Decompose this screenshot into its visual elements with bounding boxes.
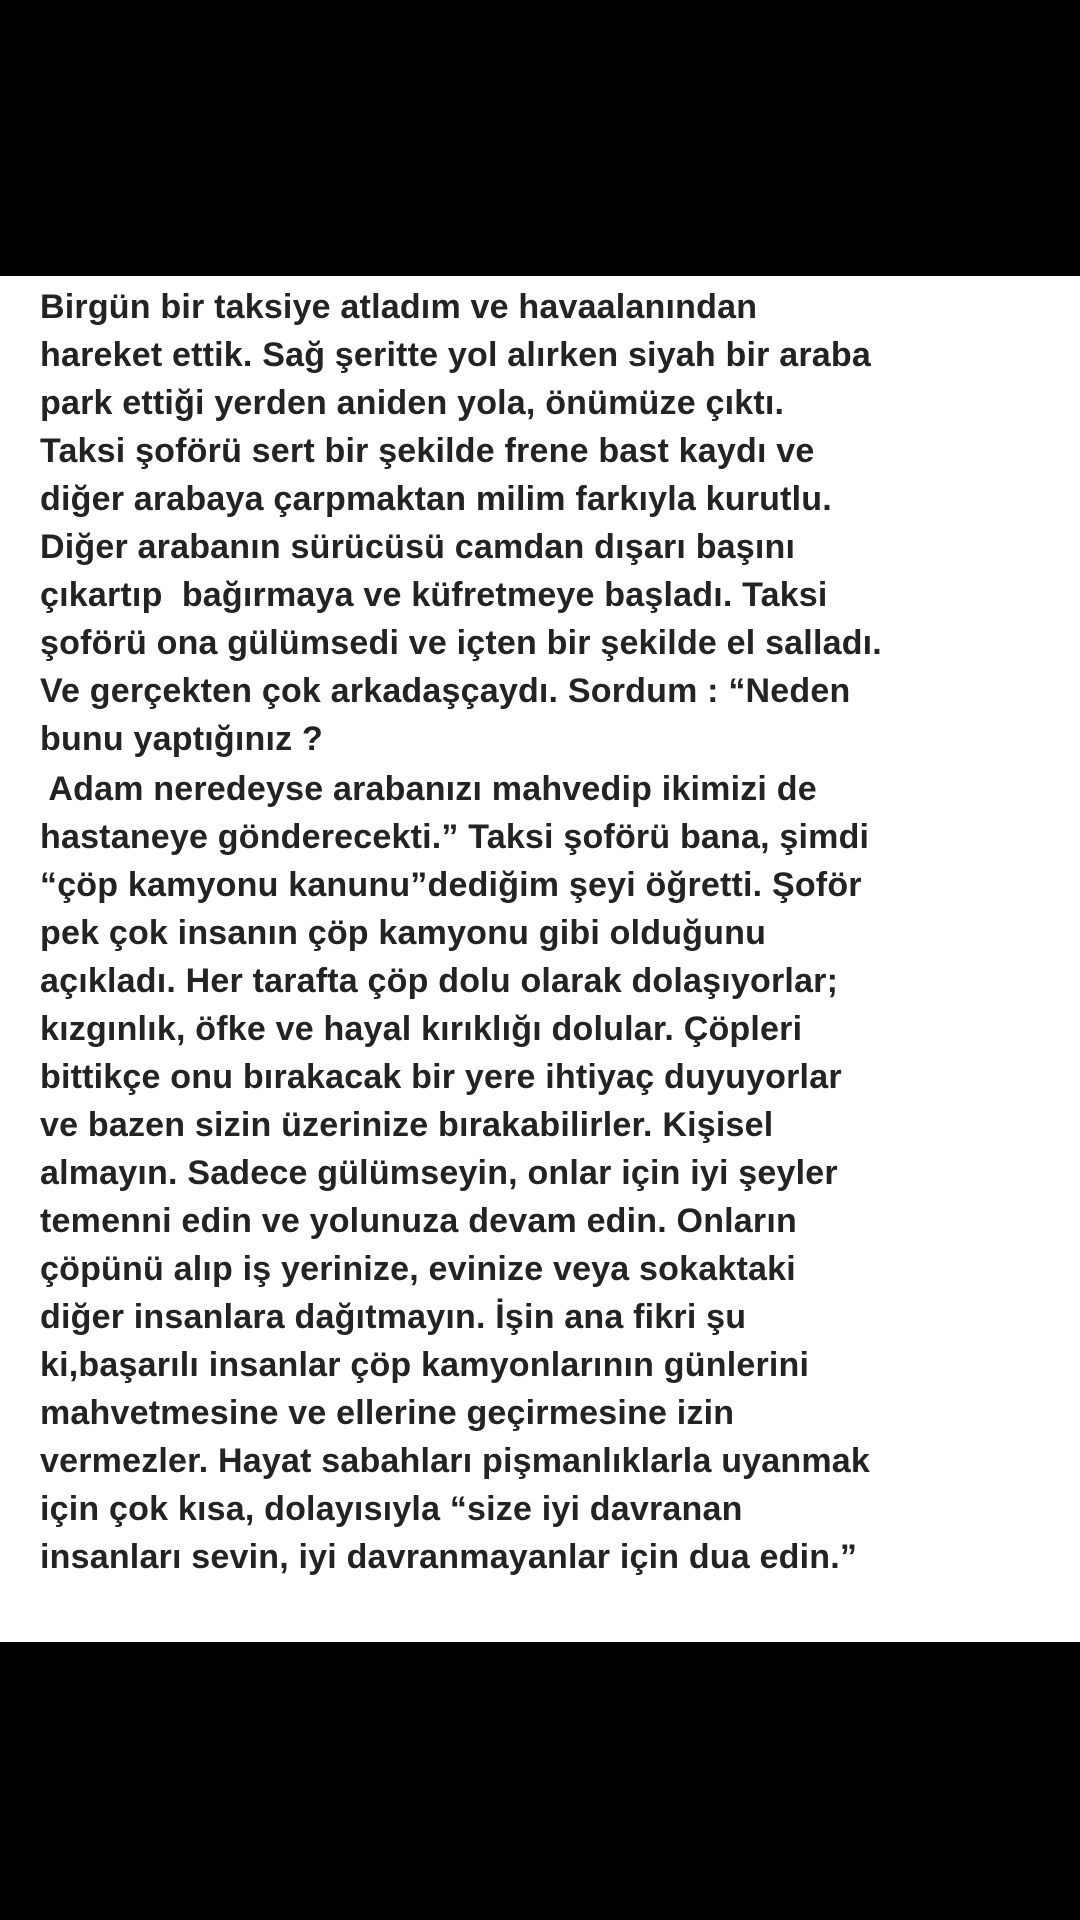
text-line-17: bittikçe onu bırakacak bir yere ihtiyaç duyuyorlar	[40, 1058, 842, 1096]
text-line-8: şoförü ona gülümsedi ve içten bir şekilde el salladı.	[40, 624, 882, 662]
text-line-18: ve bazen sizin üzerinize bırakabilirler. Kişisel	[40, 1106, 774, 1144]
text-line-27: insanları sevin, iyi davranmayanlar için dua edin.”	[40, 1538, 858, 1576]
text-line-4: Taksi şoförü sert bir şekilde frene bast kaydı ve	[40, 432, 815, 470]
text-line-26: için çok kısa, dolayısıyla “size iyi davranan	[40, 1490, 743, 1528]
text-line-13: “çöp kamyonu kanunu”dediğim şeyi öğretti. Şoför	[40, 866, 862, 904]
text-line-1: Birgün bir taksiye atladım ve havaalanından	[40, 288, 758, 326]
text-line-6: Diğer arabanın sürücüsü camdan dışarı başını	[40, 528, 796, 566]
text-line-19: almayın. Sadece gülümseyin, onlar için iyi şeyler	[40, 1154, 838, 1192]
text-line-22: diğer insanlara dağıtmayın. İşin ana fikri şu	[40, 1298, 747, 1336]
text-line-9: Ve gerçekten çok arkadaşçaydı. Sordum : “Neden	[40, 672, 851, 710]
text-line-5: diğer arabaya çarpmaktan milim farkıyla kurutlu.	[40, 480, 832, 518]
text-panel	[0, 276, 1080, 1642]
top-black-bar	[0, 0, 1080, 276]
text-line-24: mahvetmesine ve ellerine geçirmesine izin	[40, 1394, 735, 1432]
text-line-25: vermezler. Hayat sabahları pişmanlıklarla uyanmak	[40, 1442, 871, 1480]
text-line-20: temenni edin ve yolunuza devam edin. Onların	[40, 1202, 797, 1240]
text-line-23: ki,başarılı insanlar çöp kamyonlarının günlerini	[40, 1346, 810, 1384]
text-line-12: hastaneye gönderecekti.” Taksi şoförü bana, şimdi	[40, 818, 870, 856]
text-line-7: çıkartıp bağırmaya ve küfretmeye başladı. Taksi	[40, 576, 828, 614]
text-line-15: açıkladı. Her tarafta çöp dolu olarak dolaşıyorlar;	[40, 962, 839, 1000]
text-line-10: bunu yaptığınız ?	[40, 720, 323, 758]
bottom-black-bar	[0, 1642, 1080, 1920]
text-line-16: kızgınlık, öfke ve hayal kırıklığı dolular. Çöpleri	[40, 1010, 803, 1048]
text-line-3: park ettiği yerden aniden yola, önümüze çıktı.	[40, 384, 785, 422]
text-line-14: pek çok insanın çöp kamyonu gibi olduğunu	[40, 914, 767, 952]
text-line-11: Adam neredeyse arabanızı mahvedip ikimizi de	[40, 770, 817, 808]
text-line-21: çöpünü alıp iş yerinize, evinize veya sokaktaki	[40, 1250, 796, 1288]
text-line-2: hareket ettik. Sağ şeritte yol alırken siyah bir araba	[40, 336, 871, 374]
